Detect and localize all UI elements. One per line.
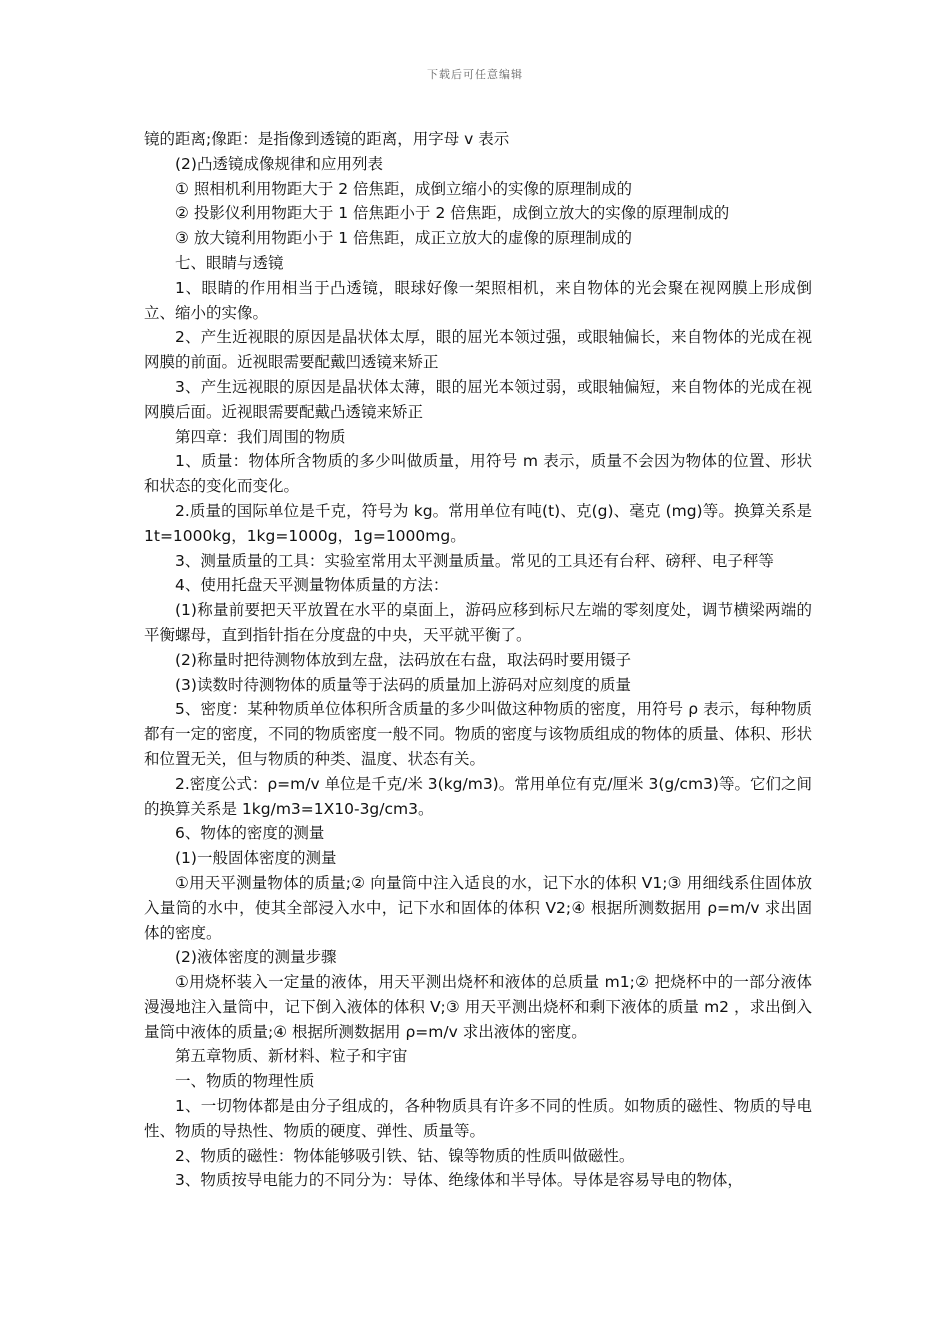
paragraph: (2)称量时把待测物体放到左盘，法码放在右盘，取法码时要用镊子	[175, 650, 631, 669]
paragraph: ①用烧杯装入一定量的液体，用天平测出烧杯和液体的总质量 m1;② 把烧杯中的一部分液体漫漫地注入量筒中，记下倒入液体的体积 V;③ 用天平测出烧杯和剩下液体的质量 m2 ，求出倒入量筒中液体的质量;④ 根据所测数据用 ρ=m/v 求出液体的密度。	[144, 973, 812, 1041]
paragraph: (1)一般固体密度的测量	[175, 849, 337, 868]
document-body	[144, 127, 812, 1193]
paragraph: 2、产生近视眼的原因是晶状体太厚，眼的屈光本领过强，或眼轴偏长，来自物体的光成在视网膜的前面。近视眼需要配戴凹透镜来矫正	[144, 328, 812, 372]
paragraph: (2)凸透镜成像规律和应用列表	[175, 154, 383, 173]
paragraph: 镜的距离;像距：是指像到透镜的距离，用字母 v 表示	[144, 130, 510, 148]
paragraph: 5、密度：某种物质单位体积所含质量的多少叫做这种物质的密度，用符号 ρ 表示，每种物质都有一定的密度，不同的物质密度一般不同。物质的密度与该物质组成的物体的质量、体积、形状和位置无关，但与物质的种类、温度、状态有关。	[144, 700, 812, 768]
paragraph: 2.质量的国际单位是千克，符号为 kg。常用单位有吨(t)、克(g)、毫克 (mg)等。换算关系是 1t=1000kg，1kg=1000g，1g=1000mg。	[144, 501, 812, 545]
paragraph: (1)称量前要把天平放置在水平的桌面上，游码应移到标尺左端的零刻度处，调节横梁两端的平衡螺母，直到指针指在分度盘的中央，天平就平衡了。	[144, 601, 812, 644]
paragraph: 3、物质按导电能力的不同分为：导体、绝缘体和半导体。导体是容易导电的物体，	[175, 1171, 743, 1190]
page-header: 下载后可任意编辑	[427, 68, 523, 81]
paragraph: (2)液体密度的测量步骤	[175, 948, 337, 967]
chapter-heading: 第四章：我们周围的物质	[175, 427, 346, 446]
paragraph: 1、一切物体都是由分子组成的，各种物质具有许多不同的性质。如物质的磁性、物质的导电性、物质的导热性、物质的硬度、弹性、质量等。	[144, 1097, 812, 1140]
paragraph: ② 投影仪利用物距大于 1 倍焦距小于 2 倍焦距，成倒立放大的实像的原理制成的	[175, 204, 730, 223]
paragraph: (3)读数时待测物体的质量等于法码的质量加上游码对应刻度的质量	[175, 675, 631, 694]
section-heading: 一、物质的物理性质	[175, 1072, 315, 1091]
paragraph: 2、物质的磁性：物体能够吸引铁、钴、镍等物质的性质叫做磁性。	[175, 1146, 635, 1165]
paragraph: 1、质量：物体所含物质的多少叫做质量，用符号 m 表示，质量不会因为物体的位置、形状和状态的变化而变化。	[144, 452, 812, 496]
paragraph: 3、测量质量的工具：实验室常用太平测量质量。常见的工具还有台秤、磅秤、电子秤等	[175, 551, 774, 570]
paragraph: 4、使用托盘天平测量物体质量的方法：	[175, 576, 449, 595]
paragraph: 6、物体的密度的测量	[175, 824, 325, 843]
paragraph: ① 照相机利用物距大于 2 倍焦距，成倒立缩小的实像的原理制成的	[175, 179, 633, 198]
paragraph: ③ 放大镜利用物距小于 1 倍焦距，成正立放大的虚像的原理制成的	[175, 229, 633, 248]
chapter-heading: 第五章物质、新材料、粒子和宇宙	[175, 1047, 408, 1066]
paragraph: 1、眼睛的作用相当于凸透镜，眼球好像一架照相机，来自物体的光会聚在视网膜上形成倒立、缩小的实像。	[144, 278, 812, 322]
paragraph: 3、产生远视眼的原因是晶状体太薄，眼的屈光本领过弱，或眼轴偏短，来自物体的光成在视网膜后面。近视眼需要配戴凸透镜来矫正	[144, 377, 812, 421]
paragraph: 2.密度公式：ρ=m/v 单位是千克/米 3(kg/m3)。常用单位有克/厘米 3(g/cm3)等。它们之间的换算关系是 1kg/m3=1X10-3g/cm3。	[144, 774, 812, 818]
section-heading: 七、眼睛与透镜	[175, 253, 284, 272]
paragraph: ①用天平测量物体的质量;② 向量筒中注入适良的水，记下水的体积 V1;③ 用细线系住固体放入量筒的水中，使其全部浸入水中，记下水和固体的体积 V2;④ 根据所测数据用 ρ=m/v 求出固体的密度。	[144, 873, 812, 942]
